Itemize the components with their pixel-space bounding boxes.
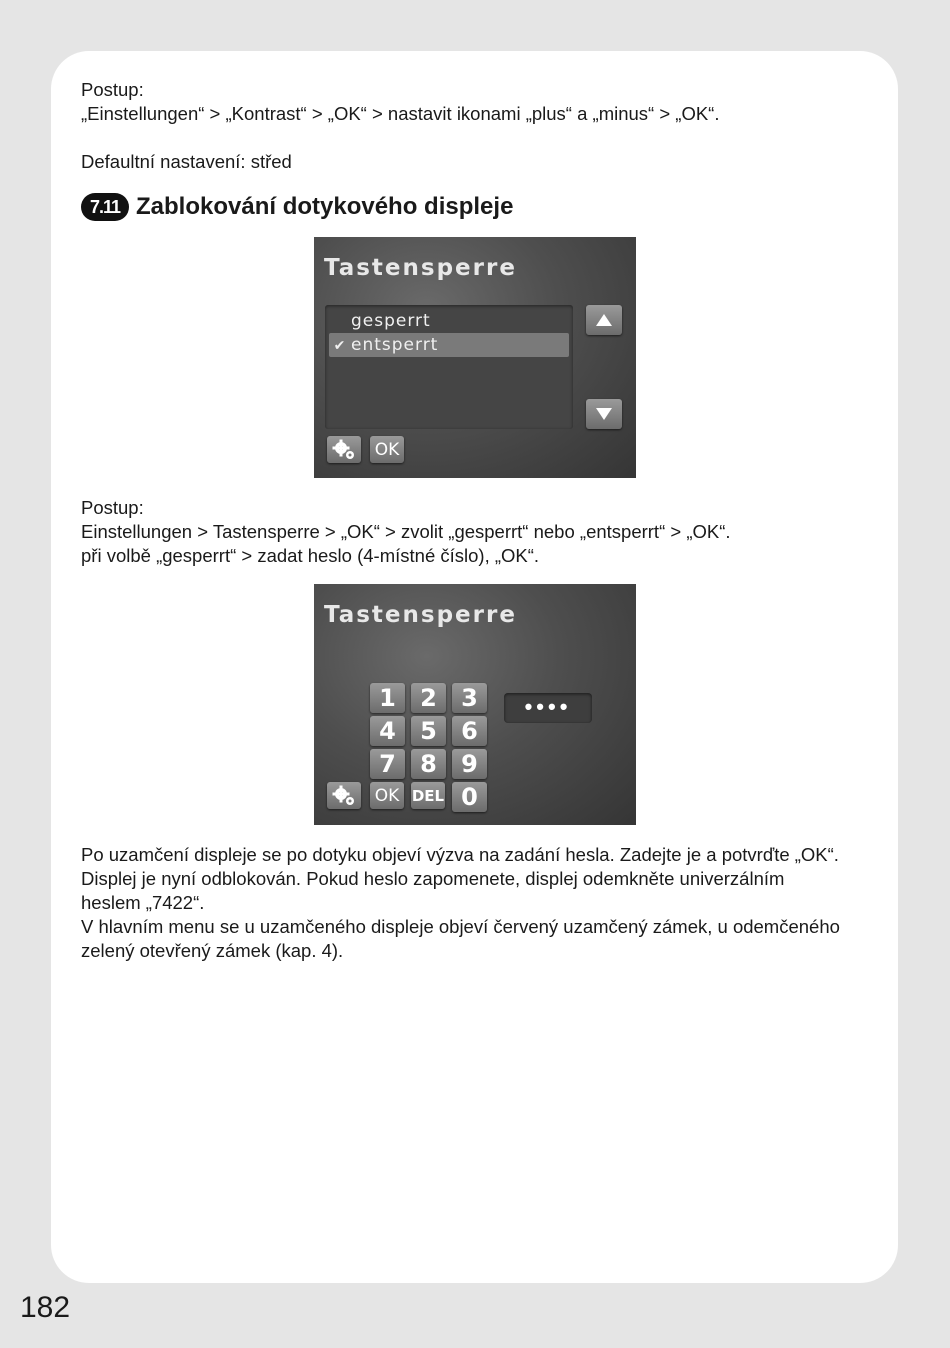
gears-icon: [332, 785, 356, 807]
key-8[interactable]: 8: [411, 749, 446, 779]
section-title: Zablokování dotykového displeje: [136, 193, 514, 220]
key-7[interactable]: 7: [370, 749, 405, 779]
list-item-label: entsperrt: [351, 335, 439, 355]
arrow-up-icon: [595, 313, 613, 327]
body-line-3: heslem „7422“.: [81, 892, 205, 913]
page-number: 182: [20, 1291, 71, 1324]
section-heading: [81, 191, 513, 223]
ok-button[interactable]: OK: [370, 782, 404, 809]
check-icon: ✔: [333, 338, 347, 354]
key-3[interactable]: 3: [452, 683, 487, 713]
key-4[interactable]: 4: [370, 716, 405, 746]
list-item-entsperrt[interactable]: [329, 333, 569, 357]
ok-button[interactable]: OK: [370, 436, 404, 463]
procedure-line-2: Einstellungen > Tastensperre > „OK“ > zvolit „gesperrt“ nebo „entsperrt“ > „OK“.: [81, 521, 731, 542]
screen-title: Tastensperre: [324, 255, 517, 281]
intro-default-setting: Defaultní nastavení: střed: [81, 151, 292, 172]
body-line-5: zelený otevřený zámek (kap. 4).: [81, 940, 344, 961]
body-line-2: Displej je nyní odblokován. Pokud heslo zapomenete, displej odemkněte univerzálním: [81, 868, 785, 889]
body-line-1: Po uzamčení displeje se po dotyku objeví výzva na zadání hesla. Zadejte je a potvrďte „OK“.: [81, 844, 839, 865]
procedure-line-1: Postup:: [81, 497, 144, 518]
list-item-label: gesperrt: [351, 311, 431, 331]
key-1[interactable]: 1: [370, 683, 405, 713]
settings-button[interactable]: [327, 436, 361, 463]
list-item-gesperrt[interactable]: [329, 309, 569, 333]
screen-title: Tastensperre: [324, 602, 517, 628]
settings-button[interactable]: [327, 782, 361, 809]
screenshot-pin-entry: [314, 584, 636, 825]
key-5[interactable]: 5: [411, 716, 446, 746]
key-2[interactable]: 2: [411, 683, 446, 713]
lock-option-list[interactable]: [325, 305, 573, 429]
arrow-down-icon: [595, 407, 613, 421]
delete-button[interactable]: DEL: [411, 782, 445, 809]
key-0[interactable]: 0: [452, 782, 487, 812]
intro-line-1: Postup:: [81, 79, 144, 100]
scroll-down-button[interactable]: [586, 399, 622, 429]
key-6[interactable]: 6: [452, 716, 487, 746]
intro-line-2: „Einstellungen“ > „Kontrast“ > „OK“ > nastavit ikonami „plus“ a „minus“ > „OK“.: [81, 103, 720, 124]
gears-icon: [332, 439, 356, 461]
procedure-line-3: při volbě „gesperrt“ > zadat heslo (4-místné číslo), „OK“.: [81, 545, 540, 566]
scroll-up-button[interactable]: [586, 305, 622, 335]
pin-display: ••••: [504, 693, 592, 723]
section-number-badge: 7.11: [81, 193, 129, 221]
screenshot-lock-select: [314, 237, 636, 478]
body-line-4: V hlavním menu se u uzamčeného displeje objeví červený uzamčený zámek, u odemčeného: [81, 916, 840, 937]
key-9[interactable]: 9: [452, 749, 487, 779]
